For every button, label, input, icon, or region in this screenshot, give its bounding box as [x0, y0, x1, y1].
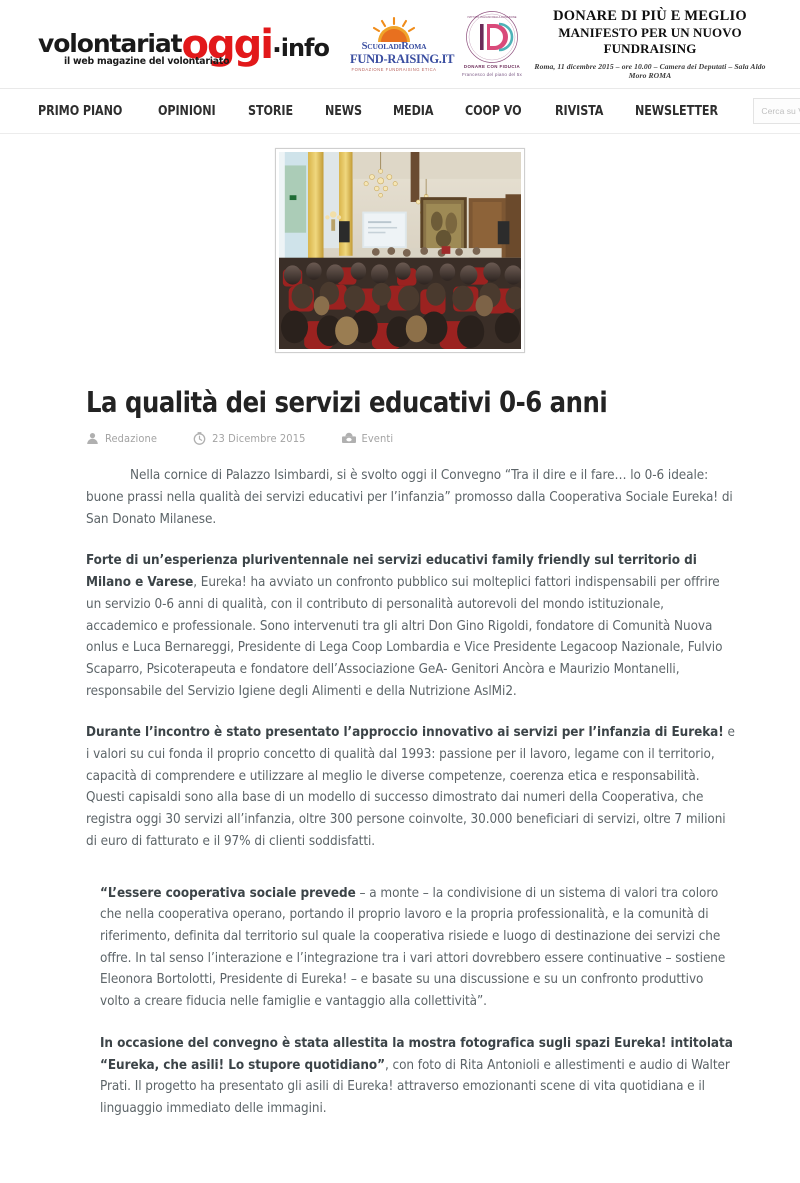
folder-icon [342, 432, 356, 445]
meta-category-label: Eventi [361, 432, 394, 446]
nav-item-coop-vo[interactable]: COOP VO [465, 103, 522, 119]
scuola-roma-line2: FUND-RAISING.IT [350, 52, 455, 67]
clock-icon [193, 432, 206, 445]
nav-item-newsletter[interactable]: NEWSLETTER [635, 103, 719, 119]
site-logo[interactable] [38, 21, 329, 68]
article-quote-paragraph: “L’essere cooperativa sociale prevede – a monte – la condivisione di un sistema di valori tra coloro che nella cooperativa operano, portando il proprio lavoro e la propria professionalità, e la comunità di riferimento, definita dal territorio sul quale la cooperativa risiede e luogo di destinazione dei servizi che offre. In tal senso l’interazione e l’integrazione tra i vari attori dovrebbero essere continuative – sostiene Eleonora Bortolotti, Presidente di Eureka! – e basate su una discussione e su un confronto produttivo volto a creare fiducia nelle famiglie e vantaggio alla collettività”. [100, 885, 726, 1010]
article-meta [86, 432, 736, 445]
search-input[interactable] [753, 98, 800, 124]
nav-item-opinioni[interactable]: OPINIONI [157, 103, 216, 119]
fundraising-banner[interactable] [460, 8, 778, 81]
scuola-roma-line3: FONDAZIONE FUNDRAISING ETICA [351, 66, 437, 72]
meta-category[interactable] [342, 432, 394, 445]
sun-icon [350, 16, 438, 42]
article-quote-paragraph: In occasione del convegno è stata allestita la mostra fotografica sugli spazi Eureka! intitolata “Eureka, che asili! Lo stupore quotidiano”, con foto di Rita Antonioli e allestimenti e audio di Walter Prati. Il progetto ha presentato gli asili di Eureka! attraverso emozionanti scene di vita quotidiana e il linguaggio immediato delle immagini. [100, 1035, 733, 1116]
id-seal-icon [465, 10, 519, 64]
site-logo-tagline: il web magazine del volontariato [64, 56, 230, 67]
banner-text-block [524, 8, 778, 81]
meta-author-label: Redazione [105, 432, 158, 446]
article-image-frame [275, 148, 525, 353]
user-icon [86, 432, 99, 445]
nav-item-storie[interactable]: STORIE [248, 103, 294, 119]
site-logo-suffix: info [280, 34, 329, 62]
banner-title: DONARE DI PIÙ E MEGLIO [553, 7, 747, 24]
meta-author[interactable] [86, 432, 157, 445]
meta-date-label: 23 Dicembre 2015 [212, 432, 306, 446]
site-logo-prefix: volontariat [38, 29, 182, 58]
id-logo [460, 10, 524, 77]
article-paragraph: Nella cornice di Palazzo Isimbardi, si è svolto oggi il Convegno “Tra il dire e il fare… lo 0-6 ideale: buone prassi nella qualità dei servizi educativi per l’infanzia” promosso dalla Cooperativa Sociale Eureka! di San Donato Milanese. [86, 468, 733, 527]
article-image [279, 152, 521, 349]
nav-item-media[interactable]: MEDIA [393, 103, 434, 119]
nav-item-primo-piano[interactable]: PRIMO PIANO [38, 103, 123, 119]
nav-item-news[interactable]: NEWS [325, 103, 363, 119]
site-logo-accent: oggi [181, 22, 272, 68]
article-paragraph: Durante l’incontro è stato presentato l’approccio innovativo ai servizi per l’infanzia di Eureka! e i valori su cui fonda il proprio concetto di qualità dal 1993: passione per il lavoro, legame con il territorio, capacità di comprendere e utilizzare al meglio le diverse competenze, coerenza etica e responsabilità. Questi capisaldi sono alla base di un modello di successo dimostrato dai numeri della Cooperativa, che registra oggi 30 servizi all’infanzia, oltre 300 persone coinvolte, 30.000 beneficiari di servizi, oltre 7 milioni di euro di fatturato e il 97% di clienti soddisfatti. [86, 725, 735, 849]
banner-subtitle: MANIFESTO PER UN NUOVO FUNDRAISING [558, 25, 742, 56]
svg-text:ISTITUTO ITALIANO DELLA DONAZI: ISTITUTO ITALIANO DELLA DONAZIONE [467, 16, 517, 20]
article-quote-block [86, 883, 736, 1120]
banner-details: Roma, 11 dicembre 2015 – ore 10.00 – Camera dei Deputati – Sala Aldo Moro ROMA [534, 62, 766, 81]
id-caption-2: Francesco del piano del 5x [461, 71, 523, 77]
article-body [0, 387, 800, 1120]
meta-date [193, 432, 305, 445]
main-navigation [0, 88, 800, 134]
nav-item-rivista[interactable]: RIVISTA [554, 103, 604, 119]
site-logo-dot: . [271, 29, 281, 59]
id-caption-1: DONARE CON FIDUCIA [463, 64, 521, 70]
scuola-roma-line1: SCUOLADIROMA [361, 40, 427, 52]
site-header [0, 0, 800, 88]
nav-item-list [38, 103, 753, 119]
scuola-roma-fundraising-logo[interactable] [350, 16, 455, 72]
article-hero [0, 148, 800, 353]
article-paragraph: Forte di un’esperienza pluriventennale nei servizi educativi family friendly sul territorio di Milano e Varese, Eureka! ha avviato un confronto pubblico sui molteplici fattori indispensabili per offrire un servizio 0-6 anni di qualità, con il contributo di personalità autorevoli del mondo istituzionale, accademico e professionale. Sono intervenuti tra gli altri Don Gino Rigoldi, fondatore di Comunità Nuova onlus e Luca Bernareggi, Presidente di Lega Coop Lombardia e Vice Presidente Legacoop Nazionale, Fulvio Scaparro, Psicoterapeuta e fondatore dell’Associazione GeA- Genitori Ancòra e Maurizio Montanelli, responsabile del Servizio Igiene degli Alimenti e della Nutrizione AslMi2. [86, 553, 723, 699]
article-paragraphs [86, 465, 736, 852]
search-form [753, 98, 800, 124]
page-title: La qualità dei servizi educativi 0-6 anni [86, 386, 608, 419]
